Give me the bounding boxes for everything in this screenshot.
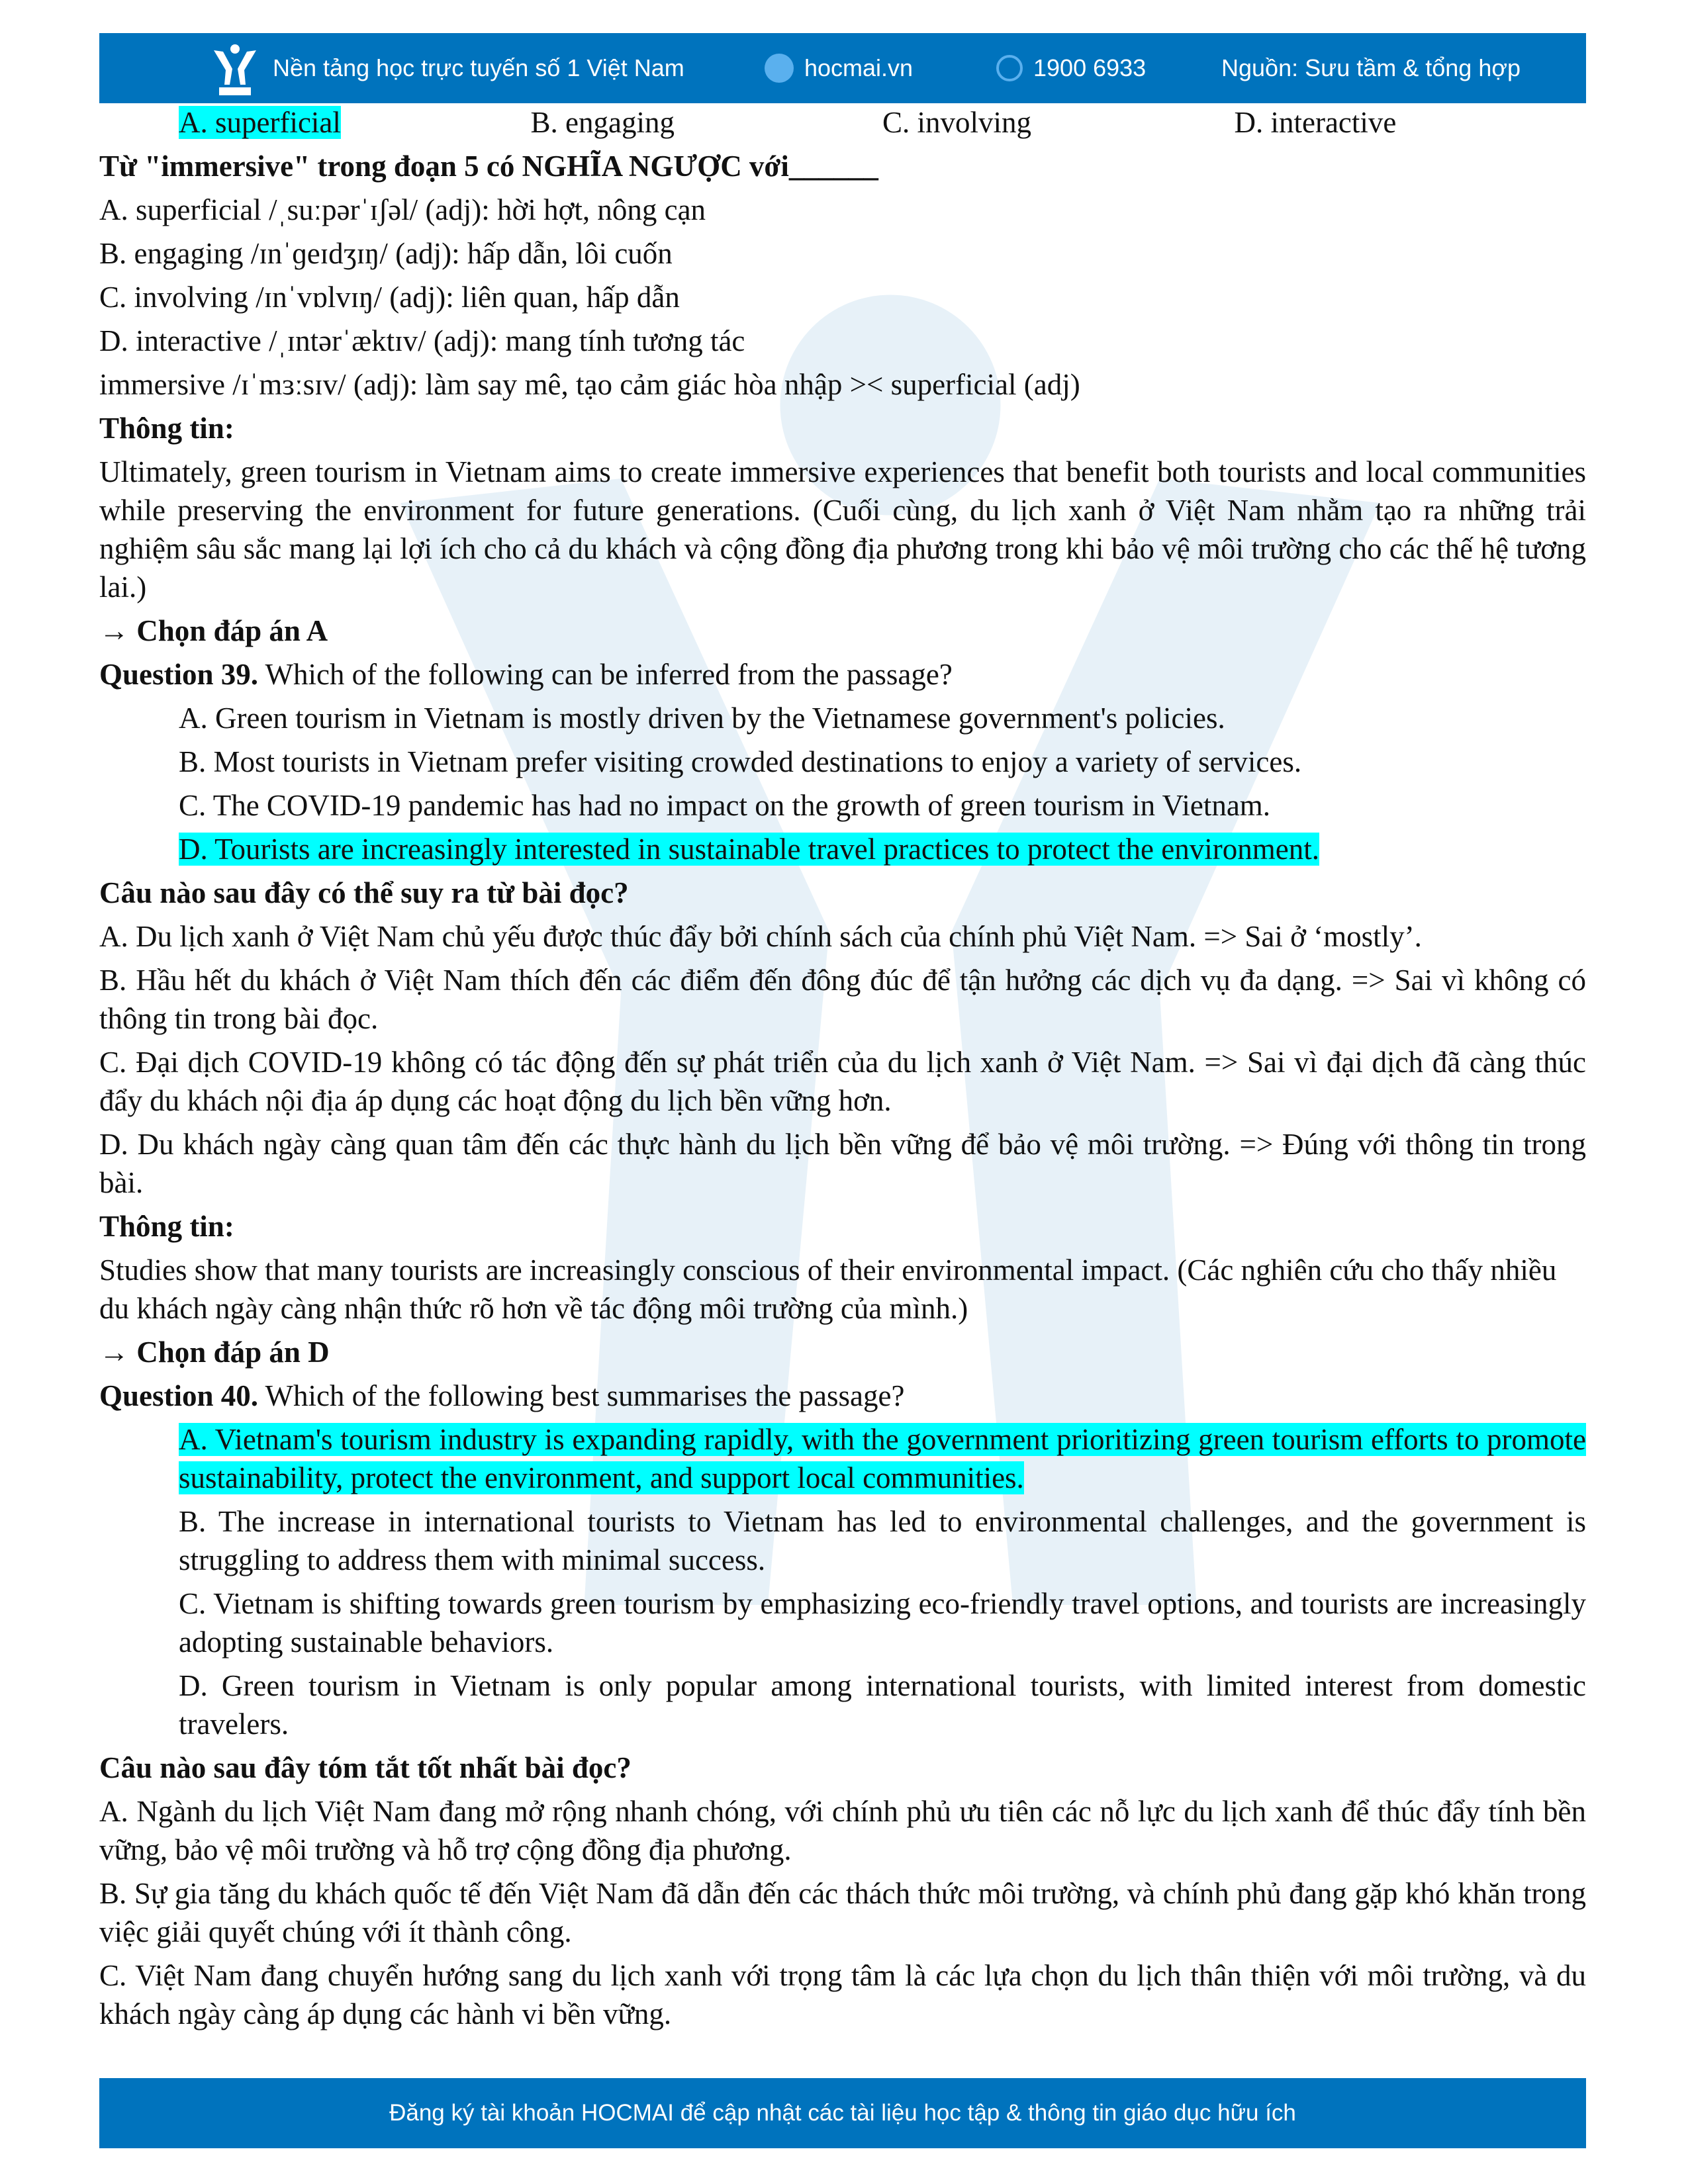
explain-line: A. Du lịch xanh ở Việt Nam chủ yếu được thúc đẩy bởi chính sách của chính phủ Việt Nam. => Sai ở ‘mostly’.	[99, 920, 1422, 953]
explain-line: B. engaging /ɪnˈɡeɪdʒɪŋ/ (adj): hấp dẫn, lôi cuốn	[99, 237, 673, 270]
info-text: Studies show that many tourists are increasingly conscious of their environmental impact. (Các nghiên cứu cho thấy nhiều du khách ngày càng nhận thức rõ hơn về tác động môi trường của mình.)	[99, 1253, 1557, 1325]
explain-line: B. Hầu hết du khách ở Việt Nam thích đến các điểm đến đông đúc để tận hưởng các dịch vụ đa dạng. => Sai vì không có thông tin trong bài đọc.	[99, 964, 1586, 1035]
header-website[interactable]: hocmai.vn	[765, 33, 913, 103]
header-phone[interactable]: 1900 6933	[996, 33, 1146, 103]
option-b: B. Most tourists in Vietnam prefer visiting crowded destinations to enjoy a variety of services.	[179, 745, 1302, 778]
option-a: A. Vietnam's tourism industry is expanding rapidly, with the government prioritizing green tourism efforts to promote sustainability, protect the environment, and support local communities.	[179, 1423, 1586, 1494]
option-d: D. Green tourism in Vietnam is only popular among international tourists, with limited interest from domestic travelers.	[179, 1669, 1586, 1741]
header-source: Nguồn: Sưu tầm & tổng hợp	[1221, 54, 1521, 81]
option-d: D. interactive	[1234, 106, 1397, 139]
answer: → Chọn đáp án D	[99, 1336, 330, 1369]
answer: → Chọn đáp án A	[99, 614, 328, 647]
explain-line: B. Sự gia tăng du khách quốc tế đến Việt Nam đã dẫn đến các thách thức môi trường, và chính phủ đang gặp khó khăn trong việc giải quyết chúng với ít thành công.	[99, 1877, 1586, 1948]
page-footer	[99, 2078, 1586, 2148]
option-a: A. superficial	[179, 106, 341, 139]
q38-options	[179, 103, 1586, 142]
option-b: B. engaging	[530, 106, 675, 139]
explain-line: C. involving /ɪnˈvɒlvɪŋ/ (adj): liên quan, hấp dẫn	[99, 281, 680, 314]
explain-line: A. Ngành du lịch Việt Nam đang mở rộng nhanh chóng, với chính phủ ưu tiên các nỗ lực du lịch xanh để thúc đẩy tính bền vững, bảo vệ môi trường và hỗ trợ cộng đồng địa phương.	[99, 1795, 1586, 1866]
explain-line: D. interactive /ˌɪntərˈæktɪv/ (adj): mang tính tương tác	[99, 324, 745, 357]
option-c: C. involving	[882, 106, 1032, 139]
info-label: Thông tin:	[99, 412, 234, 445]
page-header	[99, 33, 1586, 103]
q40-question: Question 40. Which of the following best summarises the passage?	[99, 1379, 905, 1412]
explain-line: immersive /ɪˈmɜːsɪv/ (adj): làm say mê, tạo cảm giác hòa nhập >< superficial (adj)	[99, 368, 1080, 401]
q39-title: Câu nào sau đây có thể suy ra từ bài đọc?	[99, 876, 629, 909]
explain-line: D. Du khách ngày càng quan tâm đến các thực hành du lịch bền vững để bảo vệ môi trường. => Đúng với thông tin trong bài.	[99, 1128, 1586, 1199]
hocmai-logo	[209, 42, 261, 95]
globe-icon	[765, 54, 794, 83]
header-tagline: Nền tảng học trực tuyến số 1 Việt Nam	[273, 54, 684, 81]
q40-title: Câu nào sau đây tóm tắt tốt nhất bài đọc?	[99, 1751, 632, 1784]
option-c: C. Vietnam is shifting towards green tourism by emphasizing eco-friendly travel options, and tourists are increasingly adopting sustainable behaviors.	[179, 1587, 1586, 1659]
explain-line: C. Việt Nam đang chuyển hướng sang du lịch xanh với trọng tâm là các lựa chọn du lịch thân thiện với môi trường, và du khách ngày càng áp dụng các hành vi bền vững.	[99, 1959, 1586, 2030]
phone-icon	[996, 55, 1023, 81]
option-c: C. The COVID-19 pandemic has had no impact on the growth of green tourism in Vietnam.	[179, 789, 1271, 822]
explain-line: A. superficial /ˌsuːpərˈɪʃəl/ (adj): hời hợt, nông cạn	[99, 193, 706, 226]
option-d: D. Tourists are increasingly interested in sustainable travel practices to protect the environment.	[179, 833, 1319, 866]
q39-question: Question 39. Which of the following can be inferred from the passage?	[99, 658, 953, 691]
footer-text[interactable]: Đăng ký tài khoản HOCMAI để cập nhật các tài liệu học tập & thông tin giáo dục hữu ích	[389, 2100, 1296, 2126]
option-b: B. The increase in international tourists to Vietnam has led to environmental challenges, and the government is struggling to address them with minimal success.	[179, 1505, 1586, 1576]
info-label: Thông tin:	[99, 1210, 234, 1243]
option-a: A. Green tourism in Vietnam is mostly driven by the Vietnamese government's policies.	[179, 702, 1225, 735]
info-text: Ultimately, green tourism in Vietnam aims to create immersive experiences that benefit both tourists and local communities while preserving the environment for future generations. (Cuối cùng, du lịch xanh ở Việt Nam nhằm tạo ra những trải nghiệm sâu sắc mang lại lợi ích cho cả du khách và cộng đồng địa phương trong khi bảo vệ môi trường cho các thế hệ tương lai.)	[99, 455, 1586, 604]
explain-line: C. Đại dịch COVID-19 không có tác động đến sự phát triển của du lịch xanh ở Việt Nam. => Sai vì đại dịch đã càng thúc đẩy du khách nội địa áp dụng các hoạt động du lịch bền vững hơn.	[99, 1046, 1586, 1117]
document-body	[99, 103, 1586, 2038]
q38-title: Từ "immersive" trong đoạn 5 có NGHĨA NGƯỢC với______	[99, 150, 878, 183]
